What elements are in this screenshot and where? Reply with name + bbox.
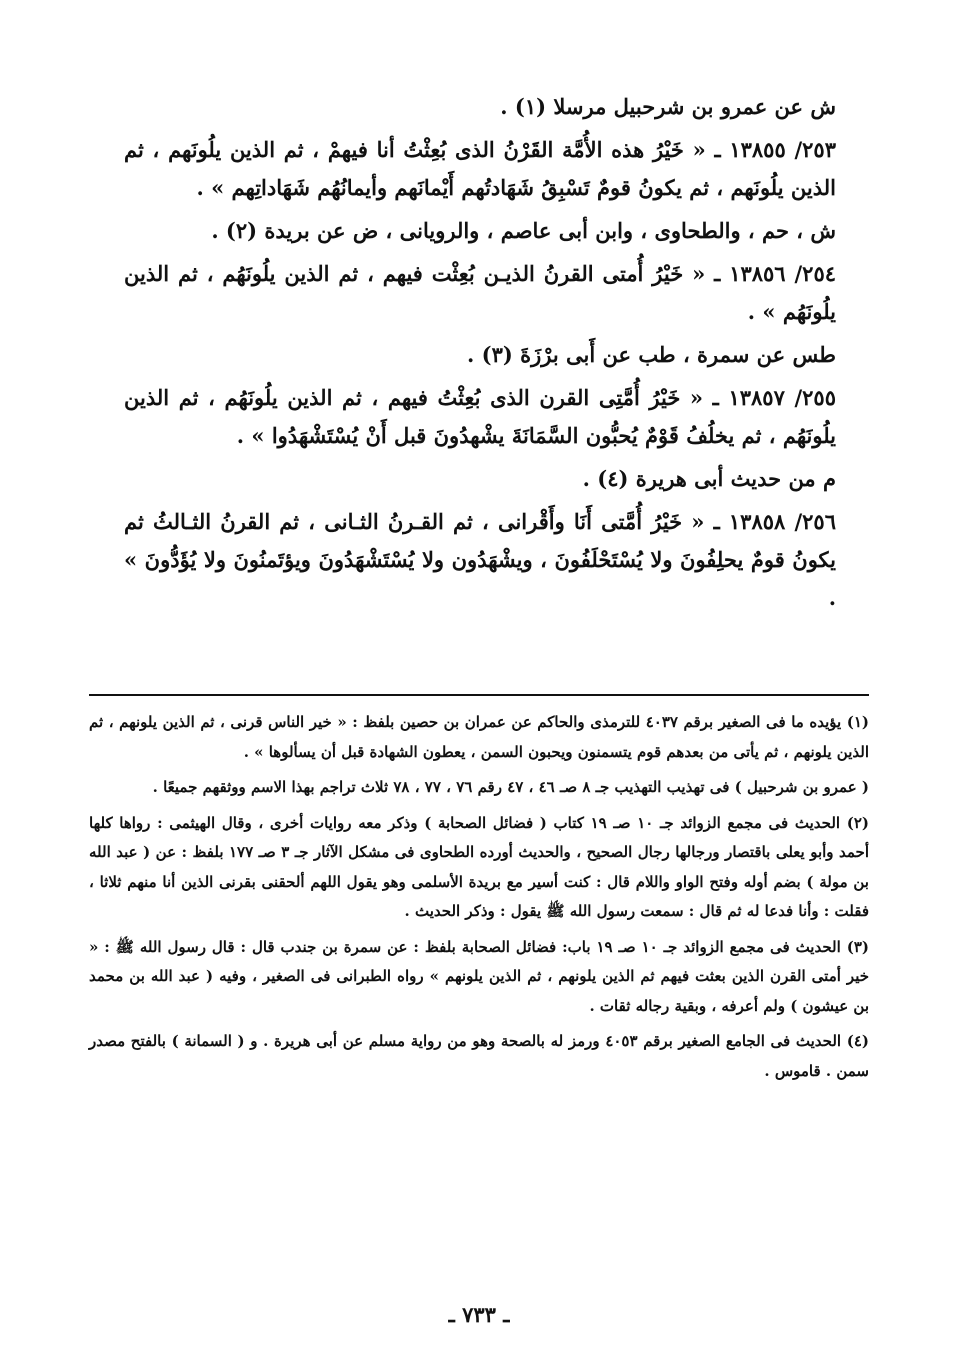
main-text	[124, 88, 836, 622]
footnote-1: (١) يؤيده ما فى الصغير برقم ٤٠٣٧ للترمذى والحاكم عن عمران بن حصين بلفظ : « خير الناس قرنى ، ثم الذين يلونهم ، ثم الذين يلونهم ، ثم يأتى من بعدهم قوم يتسمنون ويحبون السمن ، يعطون الشهادة قبل أن يسألوها » .	[89, 713, 869, 761]
footnote-3: (٣) الحديث فى مجمع الزوائد جـ ١٠ صـ ١٩ باب: فضائل الصحابة بلفظ : عن سمرة بن جندب قال : قال رسول الله ﷺ : « خير أمتى القرن الذين بعثت فيهم ثم الذين يلونهم ، ثم الذين يلونهم » رواه الطبرانى فى الصغير ، وفيه ( عبد الله بن محمد بن عيشون ) ولم أعرفه ، وبقية رجاله ثقات .	[89, 937, 869, 1015]
footnote-1-continuation: ( عمرو بن شرحبيل ) فى تهذيب التهذيب جـ ٨ صـ ٤٦ ، ٤٧ رقم ٧٦ ، ٧٧ ، ٧٨ ثلاث تراجم بهذا الاسم ووثقهم جميعًا .	[152, 778, 869, 796]
footnotes	[89, 708, 869, 1092]
hadith-254: ٢٥٤/ ١٣٨٥٦ ـ « خَيْرُ أُمتى القرنُ الذيـن بُعِثْت فيهم ، ثم الذين يلُونَهُم ، ثم الذين يلُونَهُم » .	[124, 261, 837, 324]
hadith-253: ٢٥٣/ ١٣٨٥٥ ـ « خَيْرُ هذه الأُمَّة القَرْنُ الذى بُعِثْتُ أنا فيهمْ ، ثم الذين يلُونَهم ، ثم الذين يلُونَهم ، ثم يكونُ قومٌ تَسْبِقُ شَهَادتُهم أَيْمانَهم وأيمانُهُم شَهَاداتِهم » .	[124, 137, 836, 200]
hadith-256: ٢٥٦/ ١٣٨٥٨ ـ « خَيْرُ أُمَّتى أَنَا وأَقْرانى ، ثم القـرنُ الثـانى ، ثم القرنُ الثـالثُ ثم يكونُ قومٌ يحلِفُونَ ولا يُسْتَحْلَفُونَ ، ويشْهَدُون ولا يُسْتَشْهَدُونَ ويؤتَمنُونَ ولا يُؤَدُّونَ » .	[124, 509, 836, 610]
source-line-1: ش عن عمرو بن شرحبيل مرسلا (١) .	[500, 94, 836, 119]
footnote-2: (٢) الحديث فى مجمع الزوائد جـ ١٠ صـ ١٩ كتاب ( فضائل الصحابة ) وذكر معه روايات أخرى ، وقال الهيثمى : رواها كلها أحمد وأبو يعلى باقتصار ورجالها رجال الصحيح ، والحديث أورده الطحاوى فى مشكل الآثار جـ ٣ صـ ١٧٧ بلفظ : عن ( عبد الله بن مولة ) بضم أوله وفتح الواو واللام قال : كنت أسير مع بريدة الأسلمى وهو يقول اللهم ألحقنى بقرنى الذين أنا منهم ثلاثا ، فقلت : وأنا فدعا له ثم قال : سمعت رسول الله ﷺ يقول : وذكر الحديث .	[89, 813, 869, 920]
source-line-4: م من حديث أبى هريرة (٤) .	[582, 466, 836, 491]
footnote-separator	[89, 694, 869, 696]
source-line-2: ش ، حم ، والطحاوى ، وابن أبى عاصم ، والرويانى ، ض عن بريدة (٢) .	[211, 218, 836, 243]
footnote-4: (٤) الحديث فى الجامع الصغير برقم ٤٠٥٣ ورمز له بالصحة وهو من رواية مسلم عن أبى هريرة . و ( السمانة ) بالفتح مصدر سمن . قاموس .	[89, 1032, 869, 1080]
source-line-3: طس عن سمرة ، طب عن أَبى برْزَةَ (٣) .	[467, 342, 836, 367]
hadith-255: ٢٥٥/ ١٣٨٥٧ ـ « خَيْرُ أُمَّتِى القرن الذى بُعِثْتُ فيهم ، ثم الذين يلُونَهُم ، ثم الذين يلُونَهُم ، ثم يخلُفُ قَوْمٌ يُحبُّون السَّمَانَةَ يشْهدُونَ قبل أَنْ يُسْتَشْهَدُوا » .	[124, 385, 836, 448]
page-number: ـ ٧٣٣ ـ	[448, 1302, 510, 1327]
